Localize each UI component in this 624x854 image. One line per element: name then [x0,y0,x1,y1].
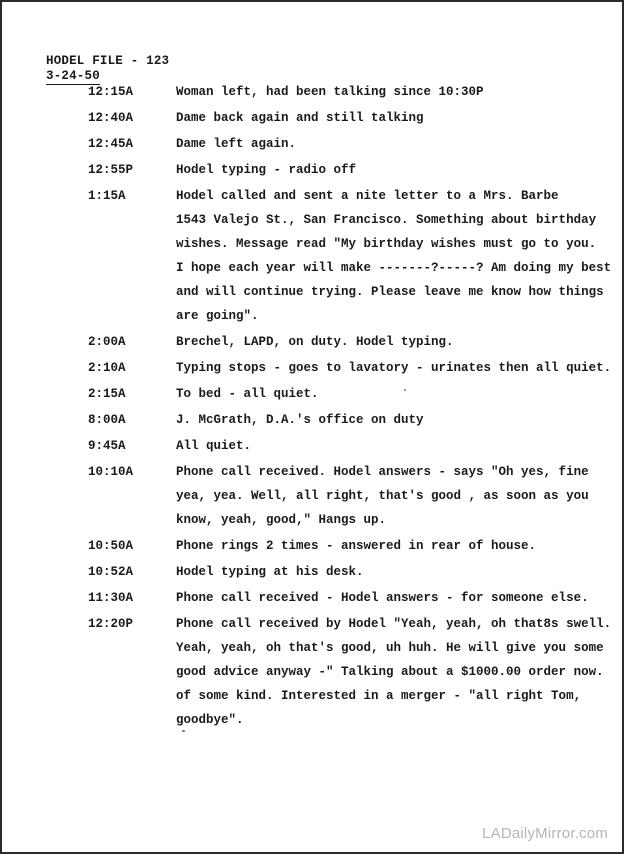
entry-line: I hope each year will make -------?-----? Am doing my best [176,261,612,275]
entry-text [176,534,606,558]
entry-line: Hodel called and sent a nite letter to a Mrs. Barbe [176,189,559,203]
log-entry [2,356,624,380]
file-date: 3-24-50 [46,69,100,83]
entry-time: 12:55P [88,163,134,177]
log-entry [2,408,624,432]
entry-line: Woman left, had been talking since 10:30P [176,85,484,99]
entry-line: Typing stops - goes to lavatory - urinates then all quiet. [176,361,612,375]
log-entry [2,132,624,156]
entry-time: 1:15A [88,189,126,203]
entry-line: To bed - all quiet. [176,387,319,401]
entry-line: Yeah, yeah, oh that's good, uh huh. He will give you some [176,641,604,655]
paper-speck [404,389,406,391]
log-entry [2,560,624,584]
log-entry [2,534,624,558]
entry-time: 12:45A [88,137,134,151]
log-entry [2,612,624,732]
entry-time: 9:45A [88,439,126,453]
entry-line: Dame back again and still talking [176,111,424,125]
entry-line: and will continue trying. Please leave me know how things [176,285,604,299]
entry-time: 8:00A [88,413,126,427]
entry-time: 12:15A [88,85,134,99]
entry-line: wishes. Message read "My birthday wishes must go to you. [176,237,597,251]
entry-time: 2:00A [88,335,126,349]
entry-text [176,132,606,156]
log-entry [2,158,624,182]
entry-line: Phone call received by Hodel "Yeah, yeah, oh that8s swell. [176,617,612,631]
entry-text [176,460,606,532]
log-entry [2,106,624,130]
entry-time: 2:15A [88,387,126,401]
entry-text [176,80,606,104]
log-entry [2,460,624,532]
entry-time: 10:10A [88,465,134,479]
log-entry [2,184,624,328]
entry-line: J. McGrath, D.A.'s office on duty [176,413,424,427]
entry-line: All quiet. [176,439,252,453]
log-entry [2,382,624,406]
paper-speck [182,730,185,732]
entry-line: Phone call received. Hodel answers - says "Oh yes, fine [176,465,589,479]
entry-time: 11:30A [88,591,134,605]
entry-time: 10:52A [88,565,134,579]
entry-text [176,184,612,328]
file-label: HODEL FILE - 123 [46,54,170,68]
entry-text [176,612,612,732]
entry-text [176,106,606,130]
entry-line: 1543 Valejo St., San Francisco. Something about birthday [176,213,597,227]
log-entry [2,586,624,610]
entry-time: 12:40A [88,111,134,125]
log-entries [2,80,624,734]
entry-line: Hodel typing at his desk. [176,565,364,579]
entry-text [176,586,606,610]
entry-line: yea, yea. Well, all right, that's good , as soon as you [176,489,589,503]
entry-text [176,382,606,406]
entry-text [176,356,612,380]
entry-text [176,330,606,354]
entry-line: Hodel typing - radio off [176,163,357,177]
watermark: LADailyMirror.com [482,825,608,842]
log-entry [2,434,624,458]
entry-time: 2:10A [88,361,126,375]
entry-line: Brechel, LAPD, on duty. Hodel typing. [176,335,454,349]
entry-text [176,560,606,584]
entry-line: Phone rings 2 times - answered in rear of house. [176,539,537,553]
entry-line: of some kind. Interested in a merger - "all right Tom, [176,689,582,703]
entry-line: good advice anyway -" Talking about a $1000.00 order now. [176,665,604,679]
entry-line: Dame left again. [176,137,297,151]
entry-line: Phone call received - Hodel answers - for someone else. [176,591,589,605]
entry-time: 10:50A [88,539,134,553]
log-entry [2,80,624,104]
entry-line: are going". [176,309,259,323]
entry-text [176,408,606,432]
entry-line: goodbye". [176,713,244,727]
entry-text [176,158,606,182]
entry-text [176,434,606,458]
entry-line: know, yeah, good," Hangs up. [176,513,387,527]
log-entry [2,330,624,354]
entry-time: 12:20P [88,617,134,631]
